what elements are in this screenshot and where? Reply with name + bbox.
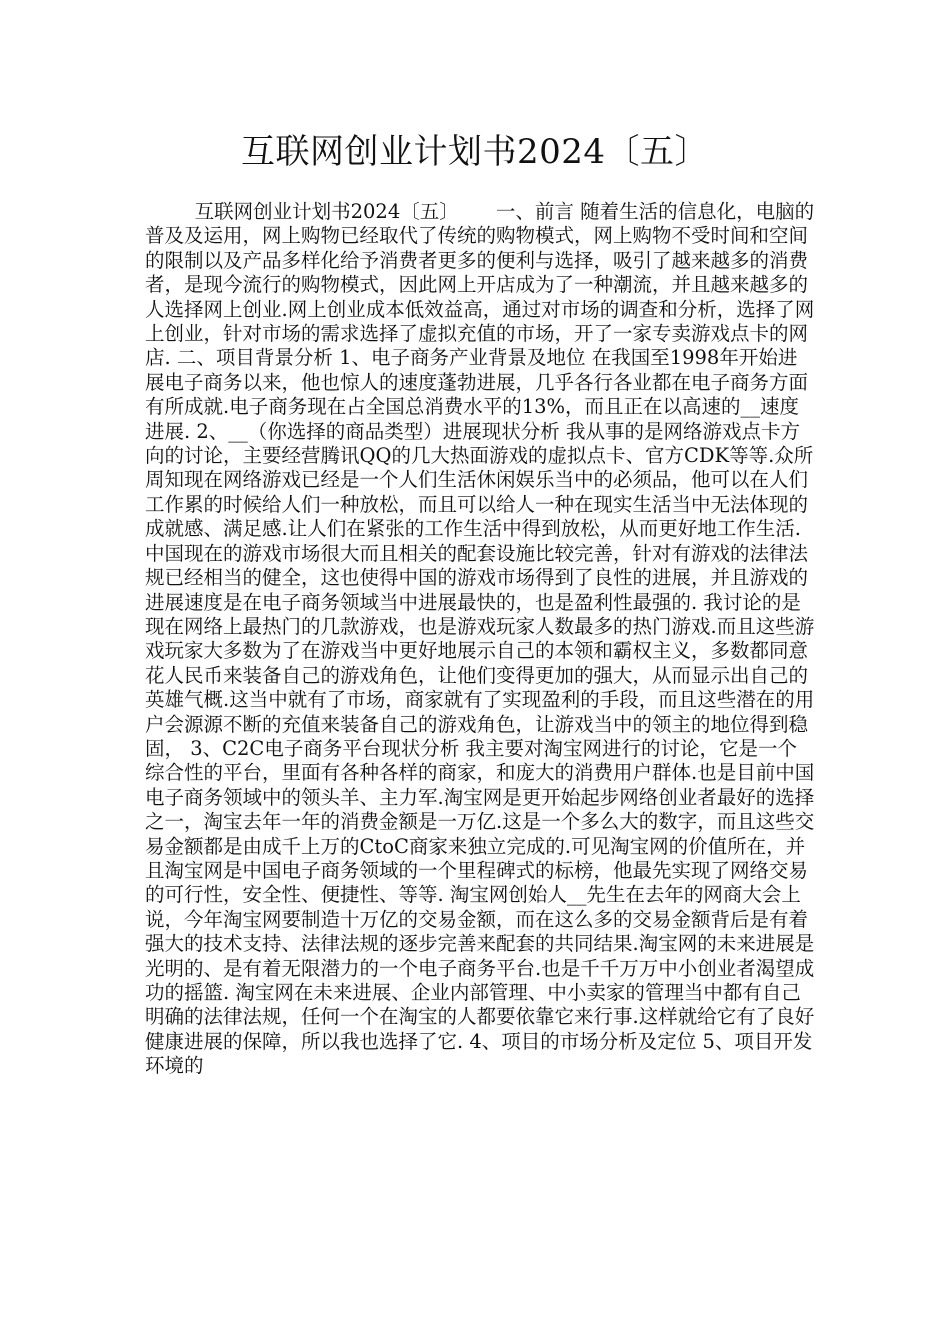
document-title: 互联网创业计划书2024〔五〕 xyxy=(240,132,710,172)
document-body-text: 互联网创业计划书2024〔五〕 一、前言 随着生活的信息化，电脑的普及及运用，网上购物已经取代了传统的购物模式，网上购物不受时间和空间的限制以及产品多样化给予消费者更多的便利与选择，吸引了越来越多的消费者，是现今流行的购物模式，因此网上开店成为了一种潮流，并且越来越多的人选择网上创业.网上创业成本低效益高，通过对市场的调查和分析，选择了网上创业，针对市场的需求选择了虚拟充值的市场，开了一家专卖游戏点卡的网店. 二、项目背景分析 1、电子商务产业背景及地位 在我国至1998年开始进展电子商务以来，他也惊人的速度蓬勃进展，几乎各行各业都在电子商务方面有所成就.电子商务现在占全国总消费水平的13%，而且正在以高速的__速度进展. 2、__（你选择的商品类型）进展现状分析 我从事的是网络游戏点卡方向的讨论，主要经营腾讯QQ的几大热面游戏的虚拟点卡、官方CDK等等.众所周知现在网络游戏已经是一个人们生活休闲娱乐当中的必须品，他可以在人们工作累的时候给人们一种放松，而且可以给人一种在现实生活当中无法体现的成就感、满足感.让人们在紧张的工作生活中得到放松，从而更好地工作生活. 中国现在的游戏市场很大而且相关的配套设施比较完善，针对有游戏的法律法规已经相当的健全，这也使得中国的游戏市场得到了良性的进展，并且游戏的进展速度是在电子商务领域当中进展最快的，也是盈利性最强的. 我讨论的是现在网络上最热门的几款游戏，也是游戏玩家人数最多的热门游戏.而且这些游戏玩家大多数为了在游戏当中更好地展示自己的本领和霸权主义，多数都同意花人民币来装备自己的游戏角色，让他们变得更加的强大，从而显示出自己的英雄气概.这当中就有了市场，商家就有了实现盈利的手段，而且这些潜在的用户会源源不断的充值来装备自己的游戏角色，让游戏当中的领主的地位得到稳固， 3、C2C电子商务平台现状分析 我主要对淘宝网进行的讨论，它是一个综合性的平台，里面有各种各样的商家，和庞大的消费用户群体.也是目前中国电子商务领域中的领头羊、主力军.淘宝网是更开始起步网络创业者最好的选择之一，淘宝去年一年的消费金额是一万亿.这是一个多么大的数字，而且这些交易金额都是由成千上万的CtoC商家来独立完成的.可见淘宝网的价值所在，并且淘宝网是中国电子商务领域的一个里程碑式的标榜，他最先实现了网络交易的可行性，安全性、便捷性、等等. 淘宝网创始人__先生在去年的网商大会上说，今年淘宝网要制造十万亿的交易金额，而在这么多的交易金额背后是有着强大的技术支持、法律法规的逐步完善来配套的共同结果.淘宝网的未来进展是光明的、是有着无限潜力的一个电子商务平台.也是千千万万中小创业者渴望成功的摇篮. 淘宝网在未来进展、企业内部管理、中小卖家的管理当中都有自己明确的法律法规，任何一个在淘宝的人都要依靠它来行事.这样就给它有了良好健康进展的保障，所以我也选择了它. 4、项目的市场分析及定位 5、项目开发环境的 xyxy=(145,200,815,1078)
